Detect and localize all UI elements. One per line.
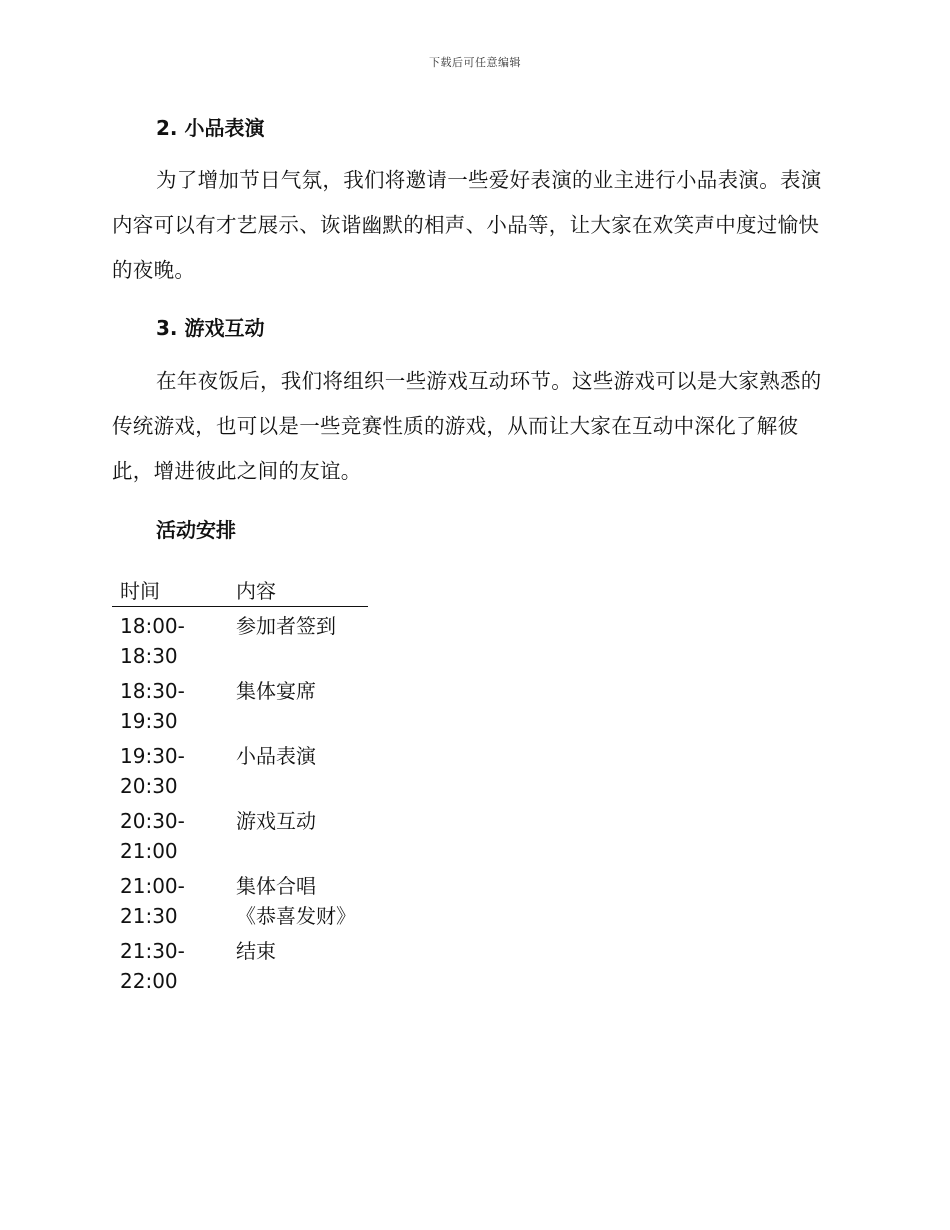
row-time: 18:30-19:30 bbox=[120, 679, 185, 733]
row-content: 集体合唱《恭喜发财》 bbox=[236, 874, 356, 928]
table-row bbox=[112, 672, 368, 737]
table-header-row bbox=[112, 576, 368, 607]
table-row bbox=[112, 867, 368, 932]
schedule-heading: 活动安排 bbox=[156, 518, 236, 542]
table-row bbox=[112, 737, 368, 802]
section-heading-skit: 2. 小品表演 bbox=[156, 116, 265, 140]
column-header-time: 时间 bbox=[112, 576, 228, 607]
row-content: 小品表演 bbox=[236, 744, 316, 768]
row-time: 18:00-18:30 bbox=[120, 614, 185, 668]
row-time: 21:00-21:30 bbox=[120, 874, 185, 928]
table-row bbox=[112, 802, 368, 867]
row-time: 20:30-21:00 bbox=[120, 809, 185, 863]
row-content: 参加者签到 bbox=[236, 614, 336, 638]
column-header-content: 内容 bbox=[228, 576, 368, 607]
row-time: 19:30-20:30 bbox=[120, 744, 185, 798]
row-content: 集体宴席 bbox=[236, 679, 316, 703]
page-header: 下载后可任意编辑 bbox=[429, 56, 521, 69]
document-body bbox=[112, 108, 832, 997]
table-row bbox=[112, 607, 368, 673]
row-content: 结束 bbox=[236, 939, 276, 963]
section-paragraph-skit: 为了增加节日气氛，我们将邀请一些爱好表演的业主进行小品表演。表演内容可以有才艺展示、诙谐幽默的相声、小品等，让大家在欢笑声中度过愉快的夜晚。 bbox=[112, 168, 822, 282]
section-heading-games: 3. 游戏互动 bbox=[156, 316, 265, 340]
schedule-table bbox=[112, 576, 368, 997]
row-content: 游戏互动 bbox=[236, 809, 316, 833]
row-time: 21:30-22:00 bbox=[120, 939, 185, 993]
section-paragraph-games: 在年夜饭后，我们将组织一些游戏互动环节。这些游戏可以是大家熟悉的传统游戏，也可以是一些竞赛性质的游戏，从而让大家在互动中深化了解彼此，增进彼此之间的友谊。 bbox=[112, 369, 822, 483]
table-row bbox=[112, 932, 368, 997]
